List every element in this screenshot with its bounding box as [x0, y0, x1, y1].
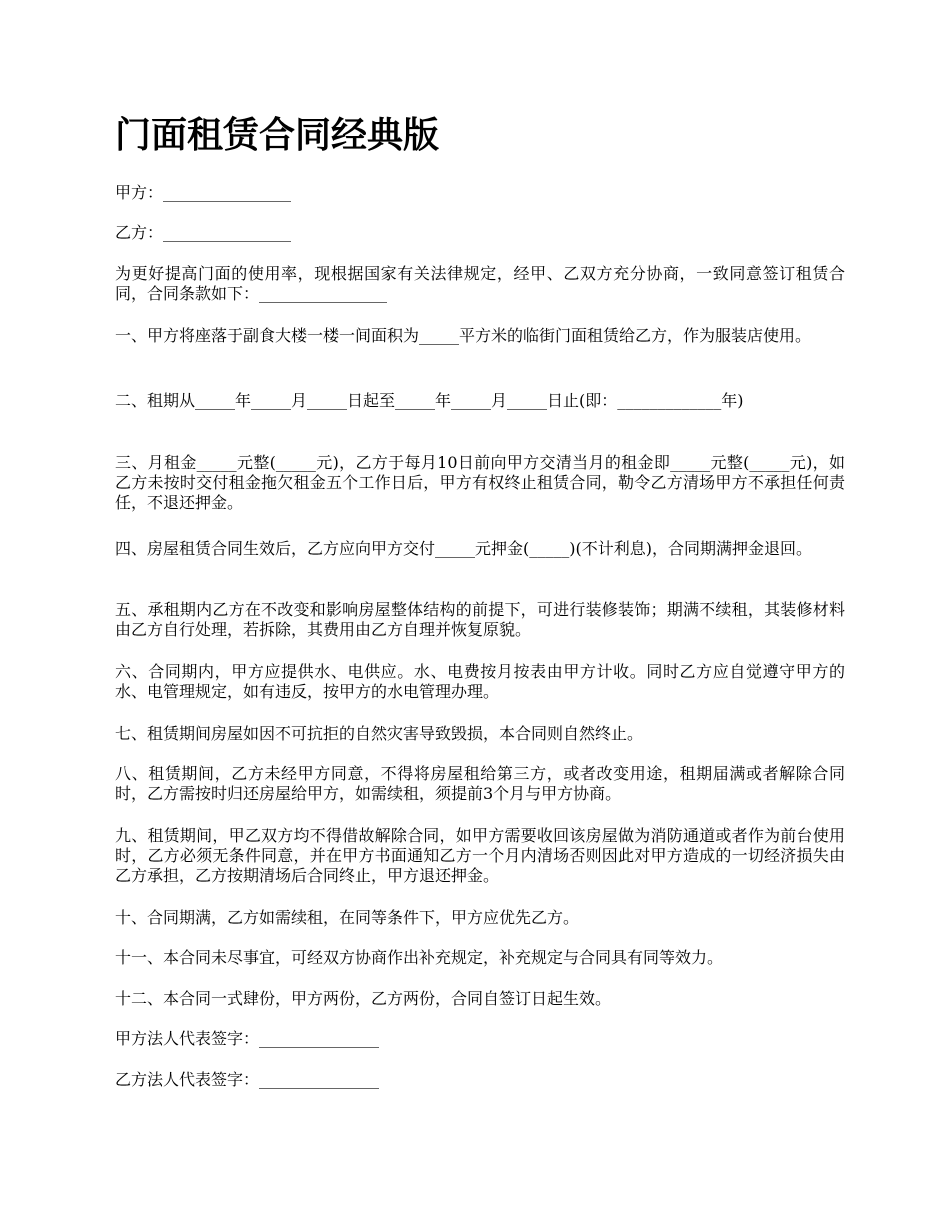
- clause-7: 七、租赁期间房屋如因不可抗拒的自然灾害导致毁损，本合同则自然终止。: [115, 724, 644, 743]
- clause-11: 十一、本合同未尽事宜，可经双方协商作出补充规定，补充规定与合同具有同等效力。: [115, 948, 724, 967]
- clause-9: 九、租赁期间，甲乙双方均不得借故解除合同，如甲方需要收回该房屋做为消防通道或者作为前台使用时，乙方必须无条件同意，并在甲方书面通知乙方一个月内清场否则因此对甲方造成的一切经济损失由乙方承担，乙方按期清场后合同终止，甲方退还押金。: [115, 826, 845, 885]
- clause-12: 十二、本合同一式肆份，甲方两份，乙方两份，合同自签订日起生效。: [115, 989, 612, 1008]
- party-a-line: 甲方：________________: [115, 183, 292, 202]
- signature-b-line: 乙方法人代表签字：_______________: [115, 1070, 380, 1089]
- clause-2: 二、租期从_____年_____月_____日起至_____年_____月_____日止(即：_____________年): [115, 391, 744, 410]
- clause-4: 四、房屋租赁合同生效后，乙方应向甲方交付_____元押金(_____)(不计利息)，合同期满押金退回。: [115, 539, 812, 558]
- signature-a-line: 甲方法人代表签字：_______________: [115, 1029, 380, 1048]
- clause-5: 五、承租期内乙方在不改变和影响房屋整体结构的前提下，可进行装修装饰；期满不续租，其装修材料由乙方自行处理，若拆除，其费用由乙方自理并恢复原貌。: [115, 600, 845, 639]
- clause-1: 一、甲方将座落于副食大楼一楼一间面积为_____平方米的临街门面租赁给乙方，作为服装店使用。: [115, 326, 812, 345]
- clause-6: 六、合同期内，甲方应提供水、电供应。水、电费按月按表由甲方计收。同时乙方应自觉遵守甲方的水、电管理规定，如有违反，按甲方的水电管理办理。: [115, 662, 845, 701]
- clause-10: 十、合同期满，乙方如需续租，在同等条件下，甲方应优先乙方。: [115, 908, 580, 927]
- clause-8: 八、租赁期间，乙方未经甲方同意，不得将房屋租给第三方，或者改变用途，租期届满或者解除合同时，乙方需按时归还房屋给甲方，如需续租，须提前3个月与甲方协商。: [115, 764, 845, 803]
- document-title: 门面租赁合同经典版: [115, 115, 440, 156]
- intro-paragraph: 为更好提高门面的使用率，现根据国家有关法律规定，经甲、乙双方充分协商，一致同意签订租赁合同，合同条款如下：________________: [115, 264, 845, 303]
- clause-3: 三、月租金_____元整(_____元)，乙方于每月10日前向甲方交清当月的租金即_____元整(_____元)，如乙方未按时交付租金拖欠租金五个工作日后，甲方有权终止租赁合同，勒令乙方清场甲方不承担任何责任，不退还押金。: [115, 453, 845, 512]
- party-b-line: 乙方：________________: [115, 223, 292, 242]
